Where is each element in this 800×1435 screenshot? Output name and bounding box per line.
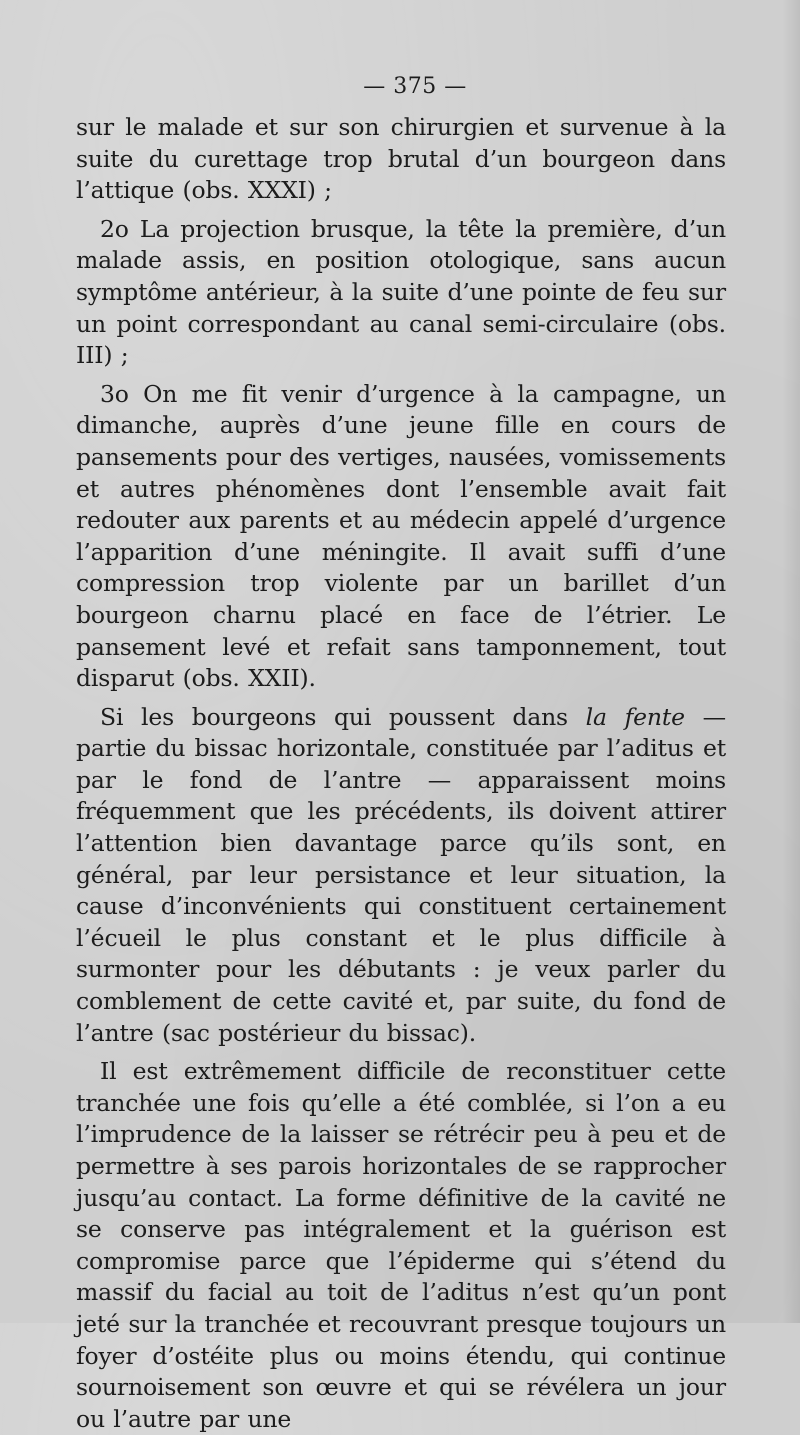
paragraph-4-text-end: — partie du bissac horizontale, constituée par l’aditus et par le fond de l’antre — apparaissent moins fréquemment que les précédents, ils doivent attirer l’attention bien davantage parce qu’ils sont, en général, par leur persistance et leur situation, la cause d’inconvénients qui constituent certainement l’écueil le plus constant et le plus difficile à surmonter pour les débutants : je veux parler du comblement de cette cavité et, par suite, du fond de l’antre (sac postérieur du bissac). bbox=[76, 702, 727, 1047]
book-page bbox=[76, 68, 726, 1435]
body-text bbox=[76, 112, 726, 1435]
paragraph-4 bbox=[76, 702, 726, 1050]
paragraph-3: 3o On me fit venir d’urgence à la campagne, un dimanche, auprès d’une jeune fille en cours de pansements pour des vertiges, nausées, vomissements et autres phénomènes dont l’ensemble avait fait redouter aux parents et au médecin appelé d’urgence l’apparition d’une méningite. Il avait suffi d’une compression trop violente par un barillet d’un bourgeon charnu placé en face de l’étrier. Le pansement levé et refait sans tamponnement, tout disparut (obs. XXII). bbox=[76, 379, 726, 693]
paragraph-4-text-start: Si les bourgeons qui poussent dans bbox=[100, 702, 586, 731]
paragraph-2: 2o La projection brusque, la tête la première, d’un malade assis, en position otologique, sans aucun symptôme antérieur, à la suite d’une pointe de feu sur un point correspondant au canal semi-circulaire (obs. III) ; bbox=[76, 214, 726, 370]
page-edge-shadow bbox=[782, 0, 800, 1323]
paragraph-5: Il est extrêmement difficile de reconstituer cette tranchée une fois qu’elle a été comblée, si l’on a eu l’imprudence de la laisser se rétrécir peu à peu et de permettre à ses parois horizontales de se rapprocher jusqu’au contact. La forme définitive de la cavité ne se conserve pas intégralement et la guérison est compromise parce que l’épiderme qui s’étend du massif du facial au toit de l’aditus n’est qu’un pont jeté sur la tranchée et recouvrant presque toujours un foyer d’ostéite plus ou moins étendu, qui continue sournoisement son œuvre et qui se révélera un jour ou l’autre par une bbox=[76, 1057, 726, 1433]
italic-term: la fente bbox=[585, 702, 685, 731]
page-number: — 375 — bbox=[363, 74, 467, 99]
paragraph-1: sur le malade et sur son chirurgien et survenue à la suite du curettage trop brutal d’un bourgeon dans l’attique (obs. XXXI) ; bbox=[76, 113, 726, 205]
